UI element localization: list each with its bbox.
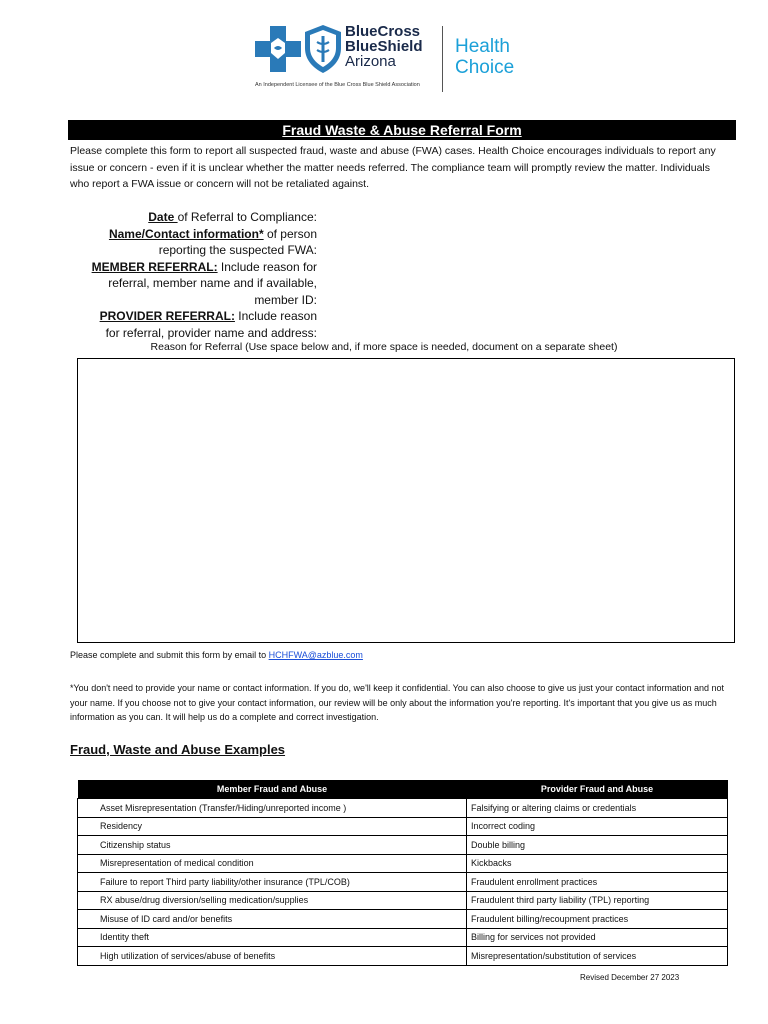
member-label-rest-3: member ID: [254, 292, 317, 307]
member-referral-label: MEMBER REFERRAL: [91, 259, 218, 274]
provider-label-rest-2: for referral, provider name and address: [105, 325, 317, 340]
provider-example: Double billing [467, 836, 728, 855]
provider-example: Fraudulent billing/recoupment practices [467, 910, 728, 929]
field-date[interactable] [80, 209, 317, 226]
field-provider-referral[interactable] [80, 308, 317, 325]
reason-textarea[interactable] [77, 358, 735, 643]
submit-text: Please complete and submit this form by email to [70, 650, 269, 660]
member-example: Misrepresentation of medical condition [78, 854, 467, 873]
member-example: Misuse of ID card and/or benefits [78, 910, 467, 929]
referral-fields [80, 209, 317, 341]
column-header-provider: Provider Fraud and Abuse [467, 780, 728, 799]
contact-label-rest-2: reporting the suspected FWA: [158, 243, 317, 257]
table-row [78, 873, 728, 892]
table-row [78, 817, 728, 836]
date-label: Date [148, 210, 178, 224]
provider-example: Incorrect coding [467, 817, 728, 836]
provider-example: Fraudulent enrollment practices [467, 873, 728, 892]
table-row [78, 799, 728, 818]
contact-label-rest-1: of person [263, 226, 317, 241]
table-row [78, 891, 728, 910]
form-title-bar [68, 120, 736, 140]
licensee-text: An Independent Licensee of the Blue Cross Blue Shield Association [255, 82, 420, 88]
table-row [78, 910, 728, 929]
contact-label: Name/Contact information* [108, 226, 264, 241]
member-label-rest-2: referral, member name and if available, [108, 276, 317, 290]
member-example: High utilization of services/abuse of benefits [78, 947, 467, 966]
column-header-member: Member Fraud and Abuse [78, 780, 467, 799]
product-line-1: Health [455, 36, 510, 57]
health-choice-wordmark [455, 36, 514, 78]
member-example: Failure to report Third party liability/other insurance (TPL/COB) [78, 873, 467, 892]
provider-example: Kickbacks [467, 854, 728, 873]
brand-line-1: BlueCross [345, 23, 421, 40]
email-link[interactable]: HCHFWA@azblue.com [268, 650, 363, 660]
brand-line-2: BlueShield [345, 38, 423, 55]
brand-divider [442, 26, 443, 92]
provider-example: Falsifying or altering claims or credentials [467, 799, 728, 818]
table-row [78, 836, 728, 855]
provider-label-rest-1: Include reason [234, 309, 317, 323]
member-label-rest-1: Include reason for [217, 259, 317, 274]
provider-example: Misrepresentation/substitution of services [467, 947, 728, 966]
member-example: Citizenship status [78, 836, 467, 855]
blue-cross-icon [255, 26, 301, 72]
logo [255, 24, 525, 94]
confidentiality-note: *You don't need to provide your name or contact information. If you do, we'll keep it confidential. You can also choose to give us just your contact information and not your name. If you choose not to give your contact information, our review will be only about the information you're reporting. It's important that you give us as much information as you can. It will help us do a complete and correct investigation. [70, 683, 725, 722]
product-line-2: Choice [455, 57, 515, 78]
revised-date: Revised December 27 2023 [580, 973, 680, 982]
brand-wordmark [345, 24, 423, 69]
intro-paragraph: Please complete this form to report all suspected fraud, waste and abuse (FWA) cases. Health Choice encourages individuals to report any issue or concern - even if it is unclear whether the matter needs referred. The compliance team will promptly review the matter. Individuals who report a FWA issue or concern will not be retaliated against. [70, 145, 716, 190]
field-contact[interactable] [80, 226, 317, 243]
submit-instructions [70, 650, 363, 660]
table-row [78, 947, 728, 966]
field-member-referral[interactable] [80, 259, 317, 276]
member-example: Asset Misrepresentation (Transfer/Hiding/unreported income ) [78, 799, 467, 818]
table-row [78, 854, 728, 873]
date-label-rest: of Referral to Compliance: [177, 210, 317, 224]
member-example: Identity theft [78, 928, 467, 947]
reason-caption: Reason for Referral (Use space below and, if more space is needed, document on a separate sheet) [150, 341, 618, 353]
member-example: Residency [78, 817, 467, 836]
examples-header-row [78, 780, 728, 799]
examples-table [77, 780, 728, 966]
provider-example: Fraudulent third party liability (TPL) reporting [467, 891, 728, 910]
provider-referral-label: PROVIDER REFERRAL: [99, 309, 235, 323]
brand-line-3: Arizona [345, 53, 396, 70]
form-title: Fraud Waste & Abuse Referral Form [282, 122, 522, 138]
examples-heading: Fraud, Waste and Abuse Examples [70, 742, 286, 757]
blue-shield-icon [303, 24, 343, 74]
table-row [78, 928, 728, 947]
provider-example: Billing for services not provided [467, 928, 728, 947]
member-example: RX abuse/drug diversion/selling medication/supplies [78, 891, 467, 910]
